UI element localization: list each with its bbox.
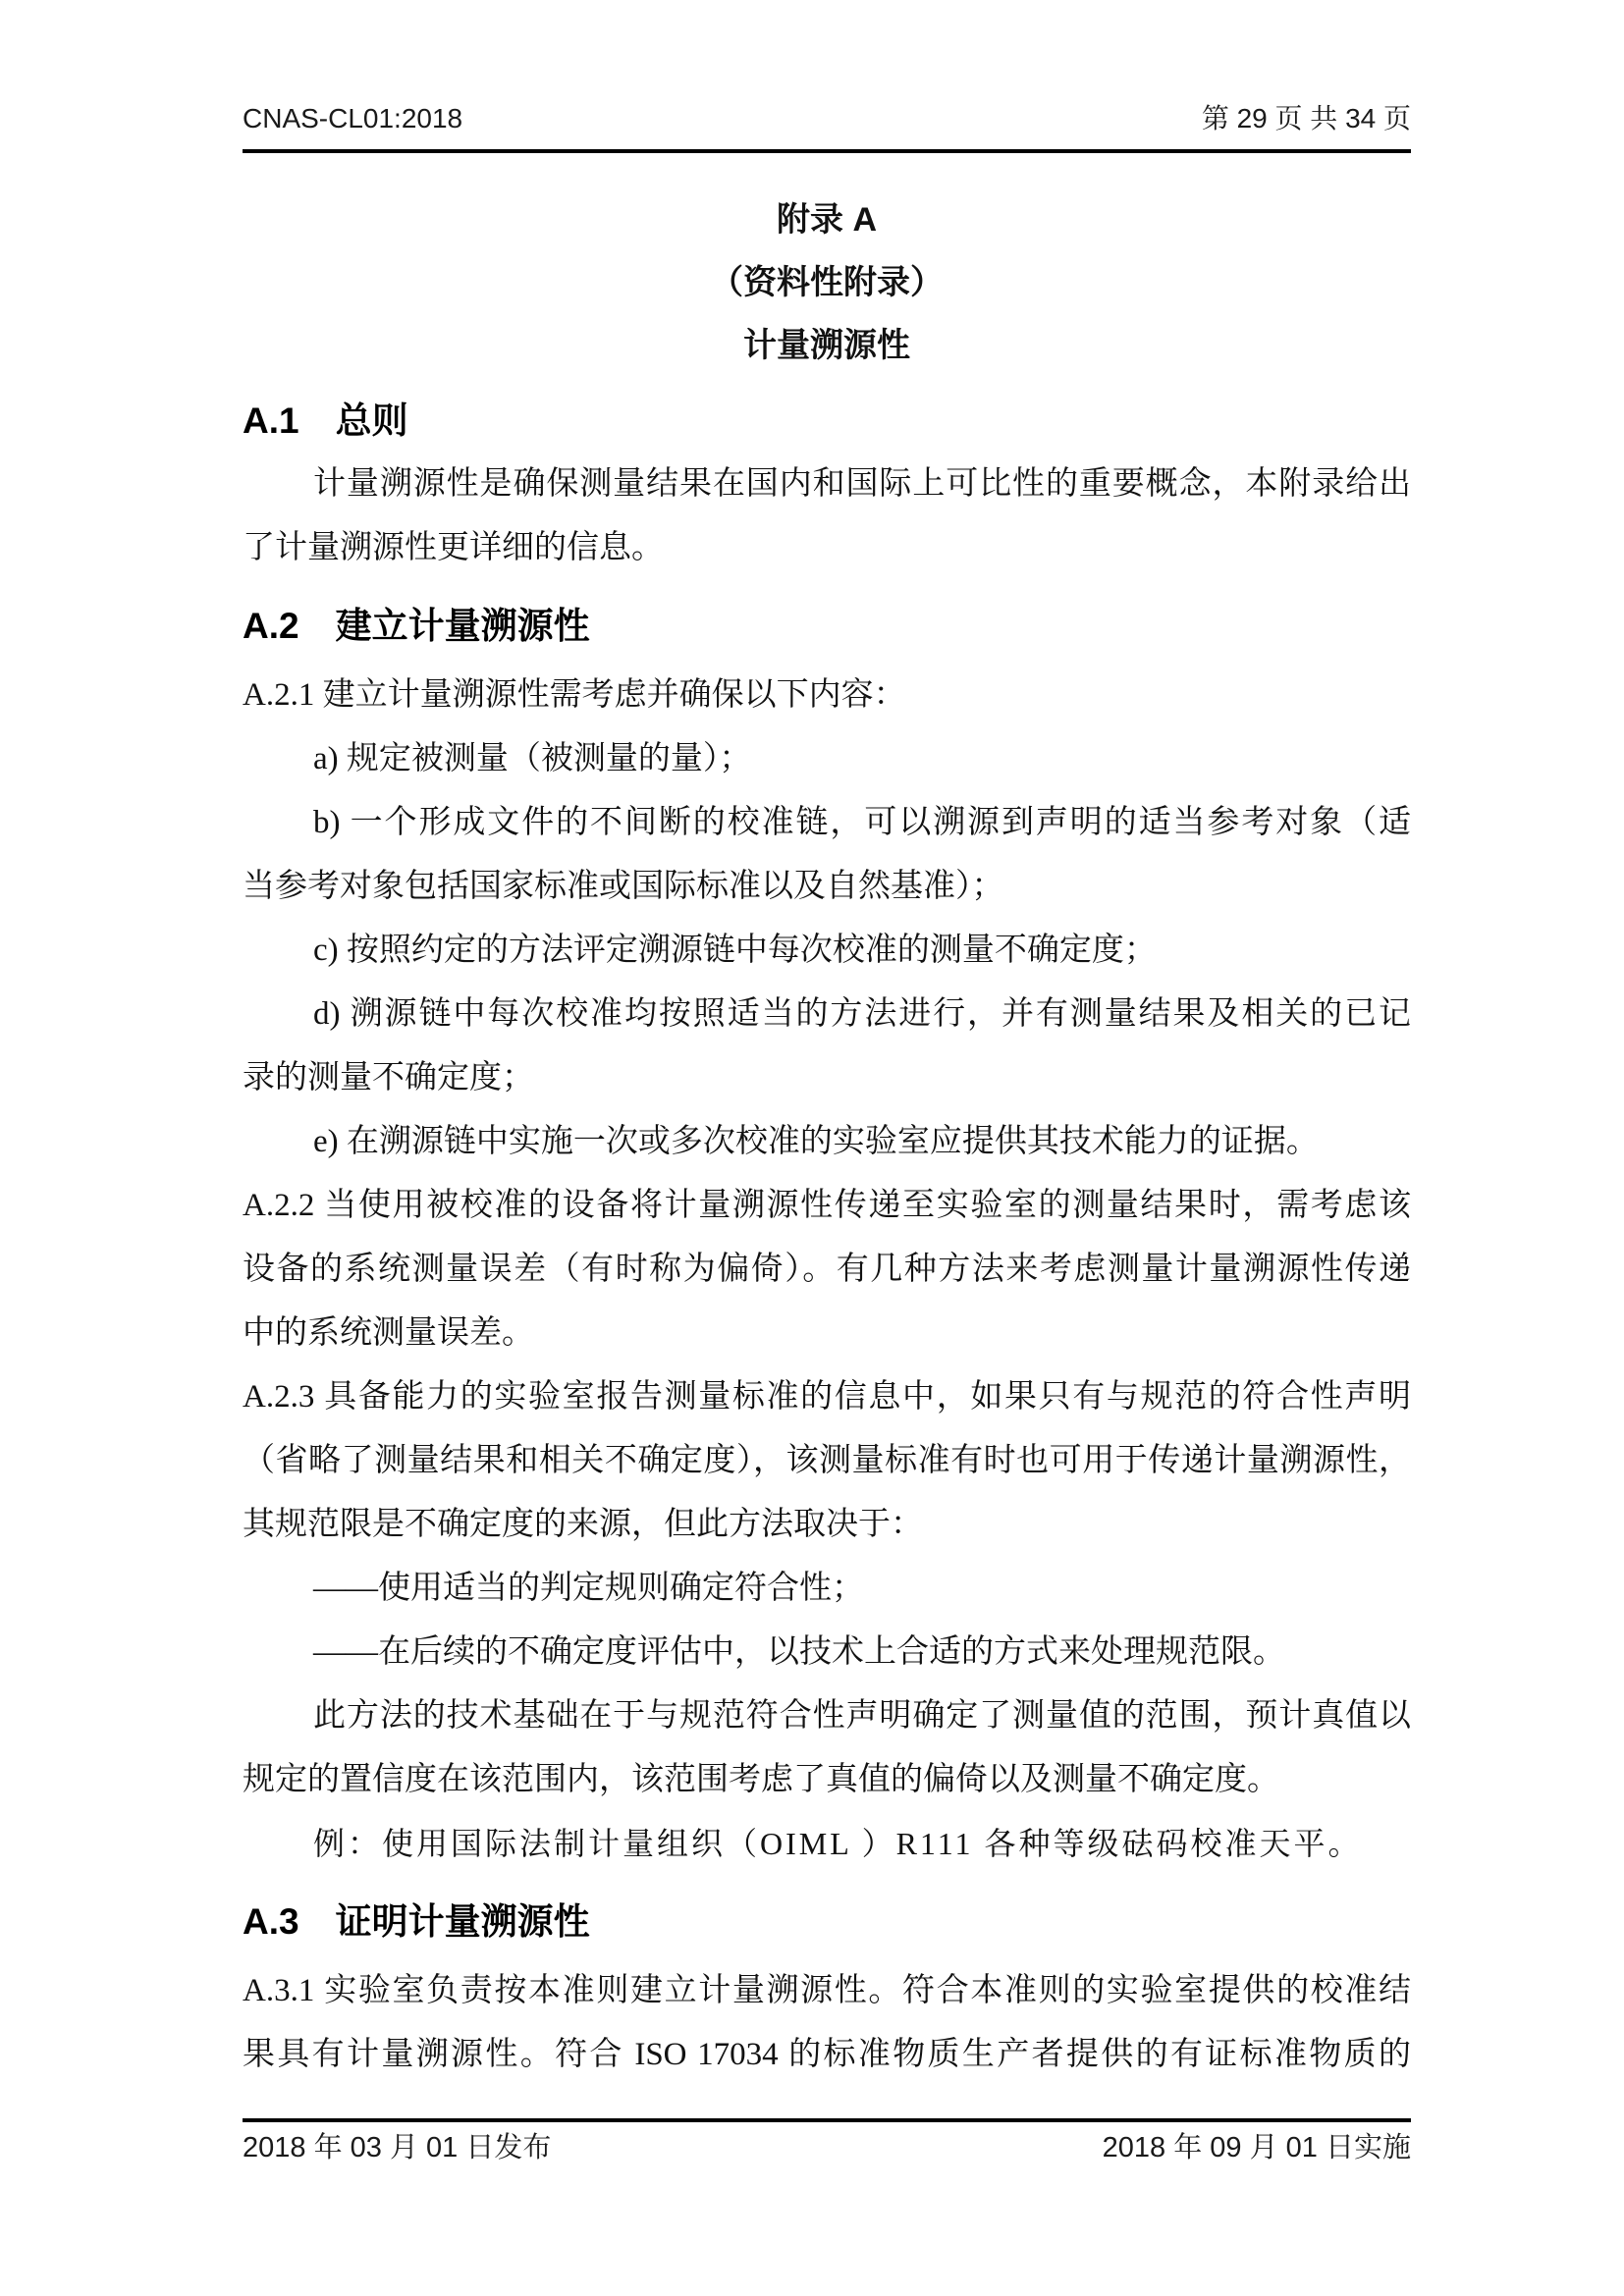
clause-a2-3-line1: A.2.3 具备能力的实验室报告测量标准的信息中，如果只有与规范的符合性声明 (243, 1379, 1411, 1415)
clause-a2-2-line2: 设备的系统测量误差（有时称为偏倚）。有几种方法来考虑测量计量溯源性传递 (243, 1252, 1411, 1287)
heading-a2: A.2 建立计量溯源性 (243, 606, 590, 646)
implementation-date: 2018 年 09 月 01 日实施 (1102, 2132, 1411, 2163)
page-number: 第 29 页 共 34 页 (1201, 103, 1411, 133)
item-d-line2: 录的测量不确定度； (243, 1060, 534, 1095)
para-method-line1: 此方法的技术基础在于与规范符合性声明确定了测量值的范围，预计真值以 (313, 1698, 1411, 1734)
clause-a2-3-line2: （省略了测量结果和相关不确定度），该测量标准有时也可用于传递计量溯源性， (243, 1443, 1411, 1478)
clause-a3-1-line1: A.3.1 实验室负责按本准则建立计量溯源性。符合本准则的实验室提供的校准结 (243, 1973, 1411, 2008)
document-body (243, 389, 1411, 2087)
dash-item-1: ——使用适当的判定规则确定符合性； (313, 1571, 864, 1606)
doc-code: CNAS-CL01:2018 (243, 103, 463, 133)
header-rule (243, 149, 1411, 153)
item-b-line2: 当参考对象包括国家标准或国际标准以及自然基准）； (243, 869, 1004, 904)
example-line: 例：使用国际法制计量组织（OIML ）R111 各种等级砝码校准天平。 (313, 1826, 1363, 1861)
page-footer (243, 2130, 1411, 2165)
item-a: a) 规定被测量（被测量的量）； (313, 741, 752, 776)
heading-a1: A.1 总则 (243, 400, 408, 441)
item-c: c) 按照约定的方法评定溯源链中每次校准的测量不确定度； (313, 933, 1157, 968)
item-d-line1: d) 溯源链中每次校准均按照适当的方法进行，并有测量结果及相关的已记 (313, 996, 1411, 1032)
appendix-subject: 计量溯源性 (743, 327, 910, 364)
para-a1-line1: 计量溯源性是确保测量结果在国内和国际上可比性的重要概念，本附录给出 (313, 466, 1411, 502)
item-e: e) 在溯源链中实施一次或多次校准的实验室应提供其技术能力的证据。 (313, 1124, 1319, 1159)
clause-a2-1: A.2.1 建立计量溯源性需考虑并确保以下内容： (243, 677, 906, 713)
page-header (243, 102, 1411, 135)
clause-a2-3-line3: 其规范限是不确定度的来源，但此方法取决于： (243, 1507, 923, 1542)
appendix-title-block (243, 188, 1411, 377)
para-method-line2: 规定的置信度在该范围内，该范围考虑了真值的偏倚以及测量不确定度。 (243, 1762, 1279, 1797)
issue-date: 2018 年 03 月 01 日发布 (243, 2132, 552, 2163)
heading-a3: A.3 证明计量溯源性 (243, 1901, 590, 1942)
clause-a3-1-line2: 果具有计量溯源性。符合 ISO 17034 的标准物质生产者提供的有证标准物质的 (243, 2037, 1411, 2072)
clause-a2-2-line3: 中的系统测量误差。 (243, 1315, 534, 1351)
clause-a2-2-line1: A.2.2 当使用被校准的设备将计量溯源性传递至实验室的测量结果时，需考虑该 (243, 1188, 1411, 1223)
appendix-title: 附录 A (777, 201, 877, 239)
para-a1-line2: 了计量溯源性更详细的信息。 (243, 530, 664, 565)
item-b-line1: b) 一个形成文件的不间断的校准链，可以溯源到声明的适当参考对象（适 (313, 805, 1411, 840)
footer-rule (243, 2118, 1411, 2122)
dash-item-2: ——在后续的不确定度评估中，以技术上合适的方式来处理规范限。 (313, 1634, 1285, 1670)
appendix-type-note: （资料性附录） (710, 264, 944, 301)
